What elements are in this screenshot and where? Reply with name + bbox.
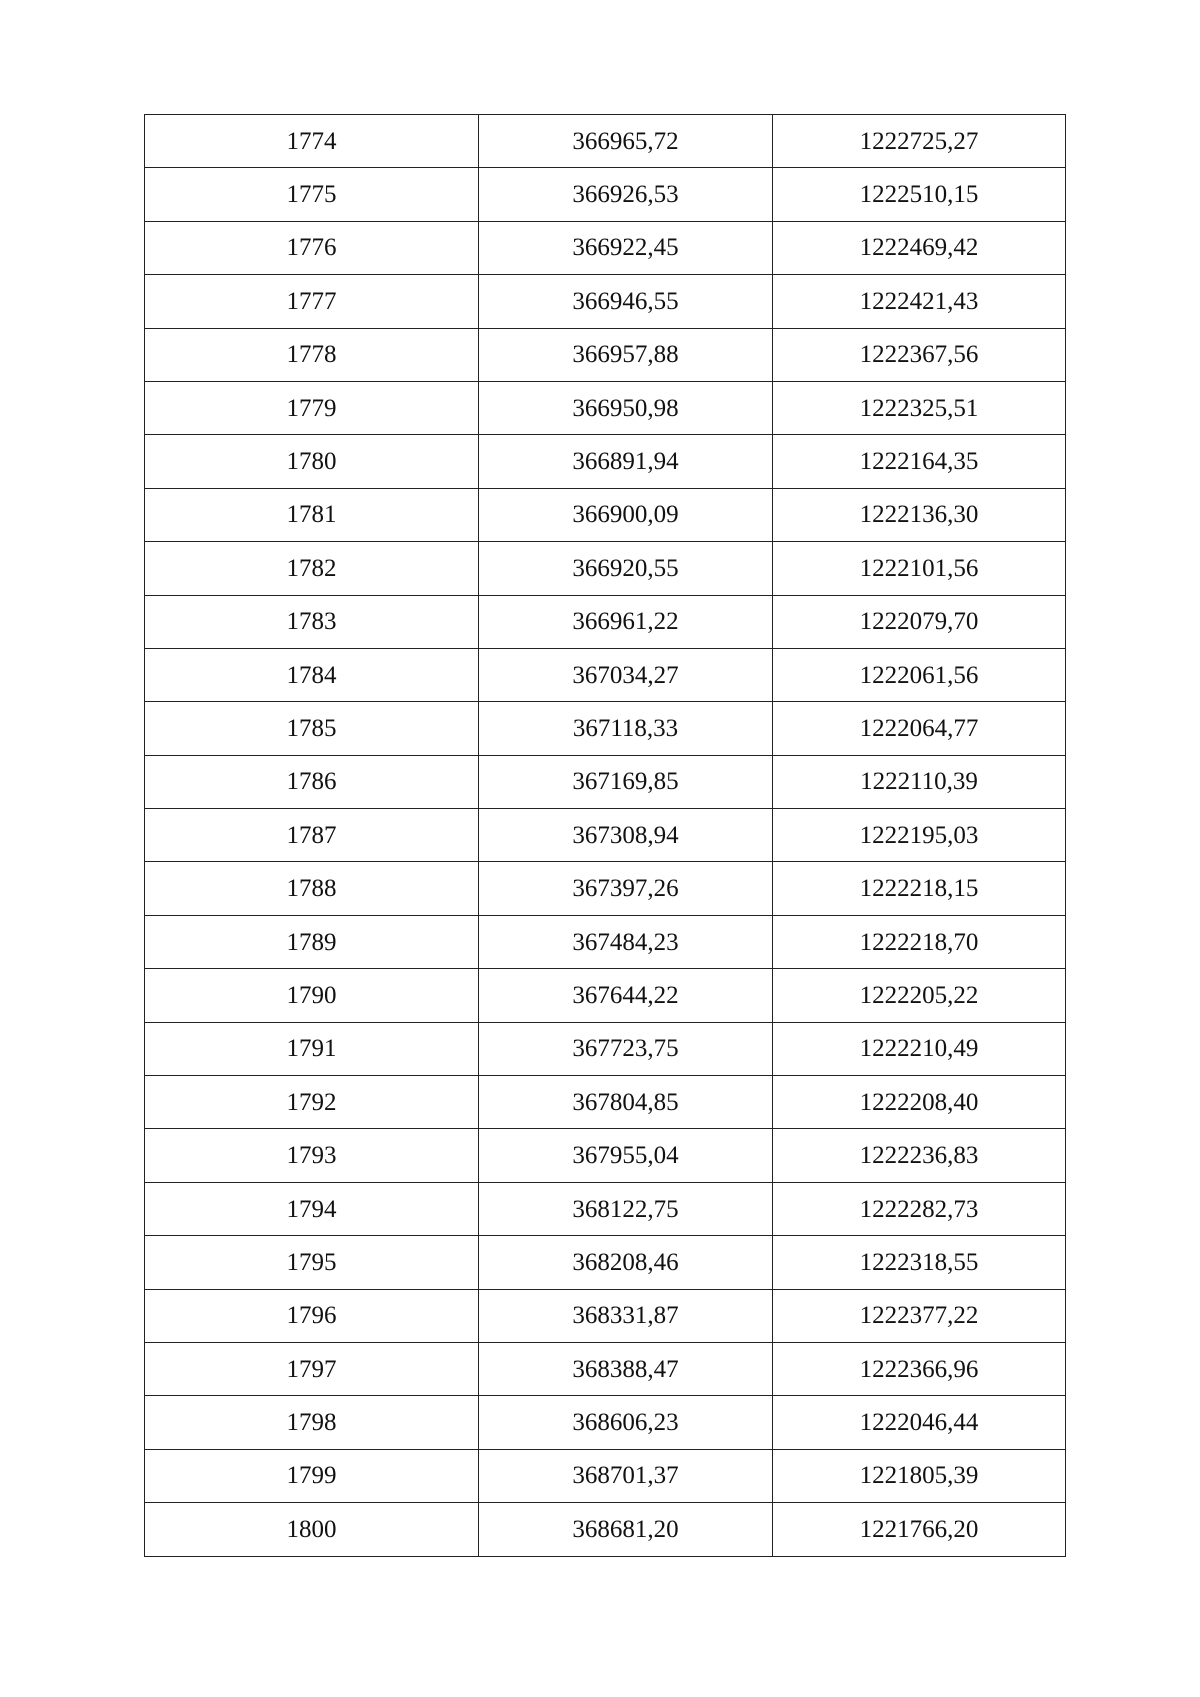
table-row [145, 1449, 1066, 1502]
point-number-cell: 1798 [145, 1396, 479, 1449]
table-row [145, 969, 1066, 1022]
coordinates-table-body [145, 115, 1066, 1557]
y-coordinate-cell: 1222469,42 [773, 221, 1066, 274]
table-row [145, 381, 1066, 434]
table-row [145, 168, 1066, 221]
x-coordinate-cell: 366965,72 [479, 115, 773, 168]
table-row [145, 648, 1066, 701]
point-number-cell: 1792 [145, 1076, 479, 1129]
point-number-cell: 1791 [145, 1022, 479, 1075]
x-coordinate-cell: 368388,47 [479, 1342, 773, 1395]
y-coordinate-cell: 1221805,39 [773, 1449, 1066, 1502]
table-row [145, 542, 1066, 595]
point-number-cell: 1774 [145, 115, 479, 168]
y-coordinate-cell: 1222366,96 [773, 1342, 1066, 1395]
x-coordinate-cell: 367308,94 [479, 809, 773, 862]
x-coordinate-cell: 367169,85 [479, 755, 773, 808]
table-row [145, 1289, 1066, 1342]
table-row [145, 1022, 1066, 1075]
point-number-cell: 1787 [145, 809, 479, 862]
table-row [145, 862, 1066, 915]
x-coordinate-cell: 367955,04 [479, 1129, 773, 1182]
y-coordinate-cell: 1222079,70 [773, 595, 1066, 648]
y-coordinate-cell: 1222367,56 [773, 328, 1066, 381]
x-coordinate-cell: 366920,55 [479, 542, 773, 595]
point-number-cell: 1788 [145, 862, 479, 915]
y-coordinate-cell: 1222101,56 [773, 542, 1066, 595]
y-coordinate-cell: 1222218,15 [773, 862, 1066, 915]
point-number-cell: 1786 [145, 755, 479, 808]
table-row [145, 1129, 1066, 1182]
y-coordinate-cell: 1222421,43 [773, 275, 1066, 328]
x-coordinate-cell: 368331,87 [479, 1289, 773, 1342]
point-number-cell: 1776 [145, 221, 479, 274]
point-number-cell: 1790 [145, 969, 479, 1022]
y-coordinate-cell: 1222510,15 [773, 168, 1066, 221]
table-row [145, 1342, 1066, 1395]
x-coordinate-cell: 366900,09 [479, 488, 773, 541]
point-number-cell: 1789 [145, 915, 479, 968]
table-row [145, 1396, 1066, 1449]
table-row [145, 328, 1066, 381]
x-coordinate-cell: 368208,46 [479, 1236, 773, 1289]
point-number-cell: 1793 [145, 1129, 479, 1182]
y-coordinate-cell: 1222110,39 [773, 755, 1066, 808]
table-row [145, 1236, 1066, 1289]
x-coordinate-cell: 366961,22 [479, 595, 773, 648]
y-coordinate-cell: 1222318,55 [773, 1236, 1066, 1289]
table-row [145, 755, 1066, 808]
point-number-cell: 1795 [145, 1236, 479, 1289]
point-number-cell: 1784 [145, 648, 479, 701]
x-coordinate-cell: 368681,20 [479, 1503, 773, 1556]
point-number-cell: 1794 [145, 1182, 479, 1235]
x-coordinate-cell: 366950,98 [479, 381, 773, 434]
coordinates-table [144, 114, 1066, 1557]
x-coordinate-cell: 366957,88 [479, 328, 773, 381]
x-coordinate-cell: 368701,37 [479, 1449, 773, 1502]
y-coordinate-cell: 1222046,44 [773, 1396, 1066, 1449]
x-coordinate-cell: 366926,53 [479, 168, 773, 221]
y-coordinate-cell: 1222205,22 [773, 969, 1066, 1022]
point-number-cell: 1783 [145, 595, 479, 648]
point-number-cell: 1780 [145, 435, 479, 488]
table-row [145, 702, 1066, 755]
x-coordinate-cell: 367484,23 [479, 915, 773, 968]
table-row [145, 275, 1066, 328]
x-coordinate-cell: 367397,26 [479, 862, 773, 915]
y-coordinate-cell: 1222325,51 [773, 381, 1066, 434]
y-coordinate-cell: 1222195,03 [773, 809, 1066, 862]
table-row [145, 1182, 1066, 1235]
table-row [145, 221, 1066, 274]
x-coordinate-cell: 366946,55 [479, 275, 773, 328]
table-row [145, 1076, 1066, 1129]
y-coordinate-cell: 1222061,56 [773, 648, 1066, 701]
table-row [145, 595, 1066, 648]
x-coordinate-cell: 366922,45 [479, 221, 773, 274]
x-coordinate-cell: 367723,75 [479, 1022, 773, 1075]
y-coordinate-cell: 1222377,22 [773, 1289, 1066, 1342]
point-number-cell: 1781 [145, 488, 479, 541]
x-coordinate-cell: 368606,23 [479, 1396, 773, 1449]
y-coordinate-cell: 1222064,77 [773, 702, 1066, 755]
x-coordinate-cell: 366891,94 [479, 435, 773, 488]
point-number-cell: 1796 [145, 1289, 479, 1342]
table-row [145, 809, 1066, 862]
point-number-cell: 1782 [145, 542, 479, 595]
point-number-cell: 1800 [145, 1503, 479, 1556]
x-coordinate-cell: 367804,85 [479, 1076, 773, 1129]
point-number-cell: 1775 [145, 168, 479, 221]
table-row [145, 488, 1066, 541]
y-coordinate-cell: 1222136,30 [773, 488, 1066, 541]
table-row [145, 1503, 1066, 1556]
point-number-cell: 1777 [145, 275, 479, 328]
point-number-cell: 1778 [145, 328, 479, 381]
table-row [145, 435, 1066, 488]
x-coordinate-cell: 367644,22 [479, 969, 773, 1022]
point-number-cell: 1779 [145, 381, 479, 434]
x-coordinate-cell: 367034,27 [479, 648, 773, 701]
y-coordinate-cell: 1222208,40 [773, 1076, 1066, 1129]
point-number-cell: 1797 [145, 1342, 479, 1395]
point-number-cell: 1799 [145, 1449, 479, 1502]
y-coordinate-cell: 1222164,35 [773, 435, 1066, 488]
y-coordinate-cell: 1222210,49 [773, 1022, 1066, 1075]
y-coordinate-cell: 1222236,83 [773, 1129, 1066, 1182]
y-coordinate-cell: 1222725,27 [773, 115, 1066, 168]
x-coordinate-cell: 368122,75 [479, 1182, 773, 1235]
y-coordinate-cell: 1221766,20 [773, 1503, 1066, 1556]
point-number-cell: 1785 [145, 702, 479, 755]
y-coordinate-cell: 1222282,73 [773, 1182, 1066, 1235]
table-row [145, 915, 1066, 968]
table-row [145, 115, 1066, 168]
x-coordinate-cell: 367118,33 [479, 702, 773, 755]
y-coordinate-cell: 1222218,70 [773, 915, 1066, 968]
